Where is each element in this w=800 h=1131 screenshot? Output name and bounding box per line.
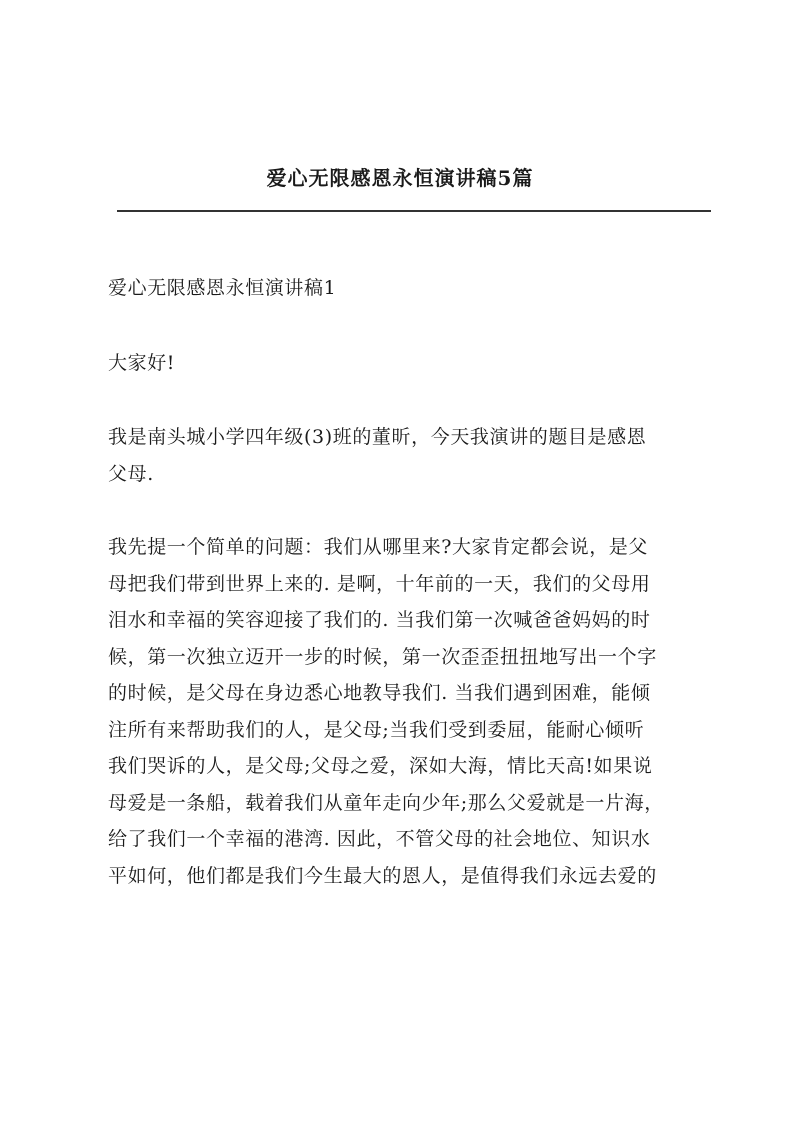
greeting-paragraph: [108, 345, 704, 382]
greeting-text: 大家好!: [108, 351, 176, 374]
paragraph-line: 我先提一个简单的问题：我们从哪里来?大家肯定都会说，是父: [108, 536, 648, 558]
paragraph-line: 注所有来帮助我们的人，是父母;当我们受到委屈，能耐心倾听: [108, 718, 645, 741]
paragraph-line: 我是南头城小学四年级(3)班的董昕，今天我演讲的题目是感恩: [108, 426, 647, 448]
paragraph-intro: [108, 419, 704, 492]
title-divider: [117, 210, 711, 212]
paragraph-line: 平如何，他们都是我们今生最大的恩人，是值得我们永远去爱的: [108, 864, 657, 887]
paragraph-line: 父母.: [108, 462, 154, 485]
section-heading-text: 爱心无限感恩永恒演讲稿1: [108, 277, 337, 299]
document-title: 爱心无限感恩永恒演讲稿5篇: [266, 166, 534, 190]
paragraph-line: 给了我们一个幸福的港湾. 因此，不管父母的社会地位、知识水: [108, 828, 651, 850]
paragraph-line: 的时候，是父母在身边悉心地教导我们. 当我们遇到困难，能倾: [108, 682, 651, 704]
paragraph-line: 泪水和幸福的笑容迎接了我们的. 当我们第一次喊爸爸妈妈的时: [108, 609, 651, 631]
paragraph-question: [108, 529, 704, 894]
paragraph-line: 母把我们带到世界上来的. 是啊，十年前的一天，我们的父母用: [108, 572, 651, 595]
paragraph-line: 候，第一次独立迈开一步的时候，第一次歪歪扭扭地写出一个字: [108, 645, 657, 668]
section-heading: [108, 270, 704, 307]
paragraph-line: 我们哭诉的人，是父母;父母之爱，深如大海，情比天高!如果说: [108, 755, 653, 777]
document-body: [108, 270, 704, 931]
paragraph-line: 母爱是一条船，载着我们从童年走向少年;那么父爱就是一片海，: [108, 791, 664, 814]
